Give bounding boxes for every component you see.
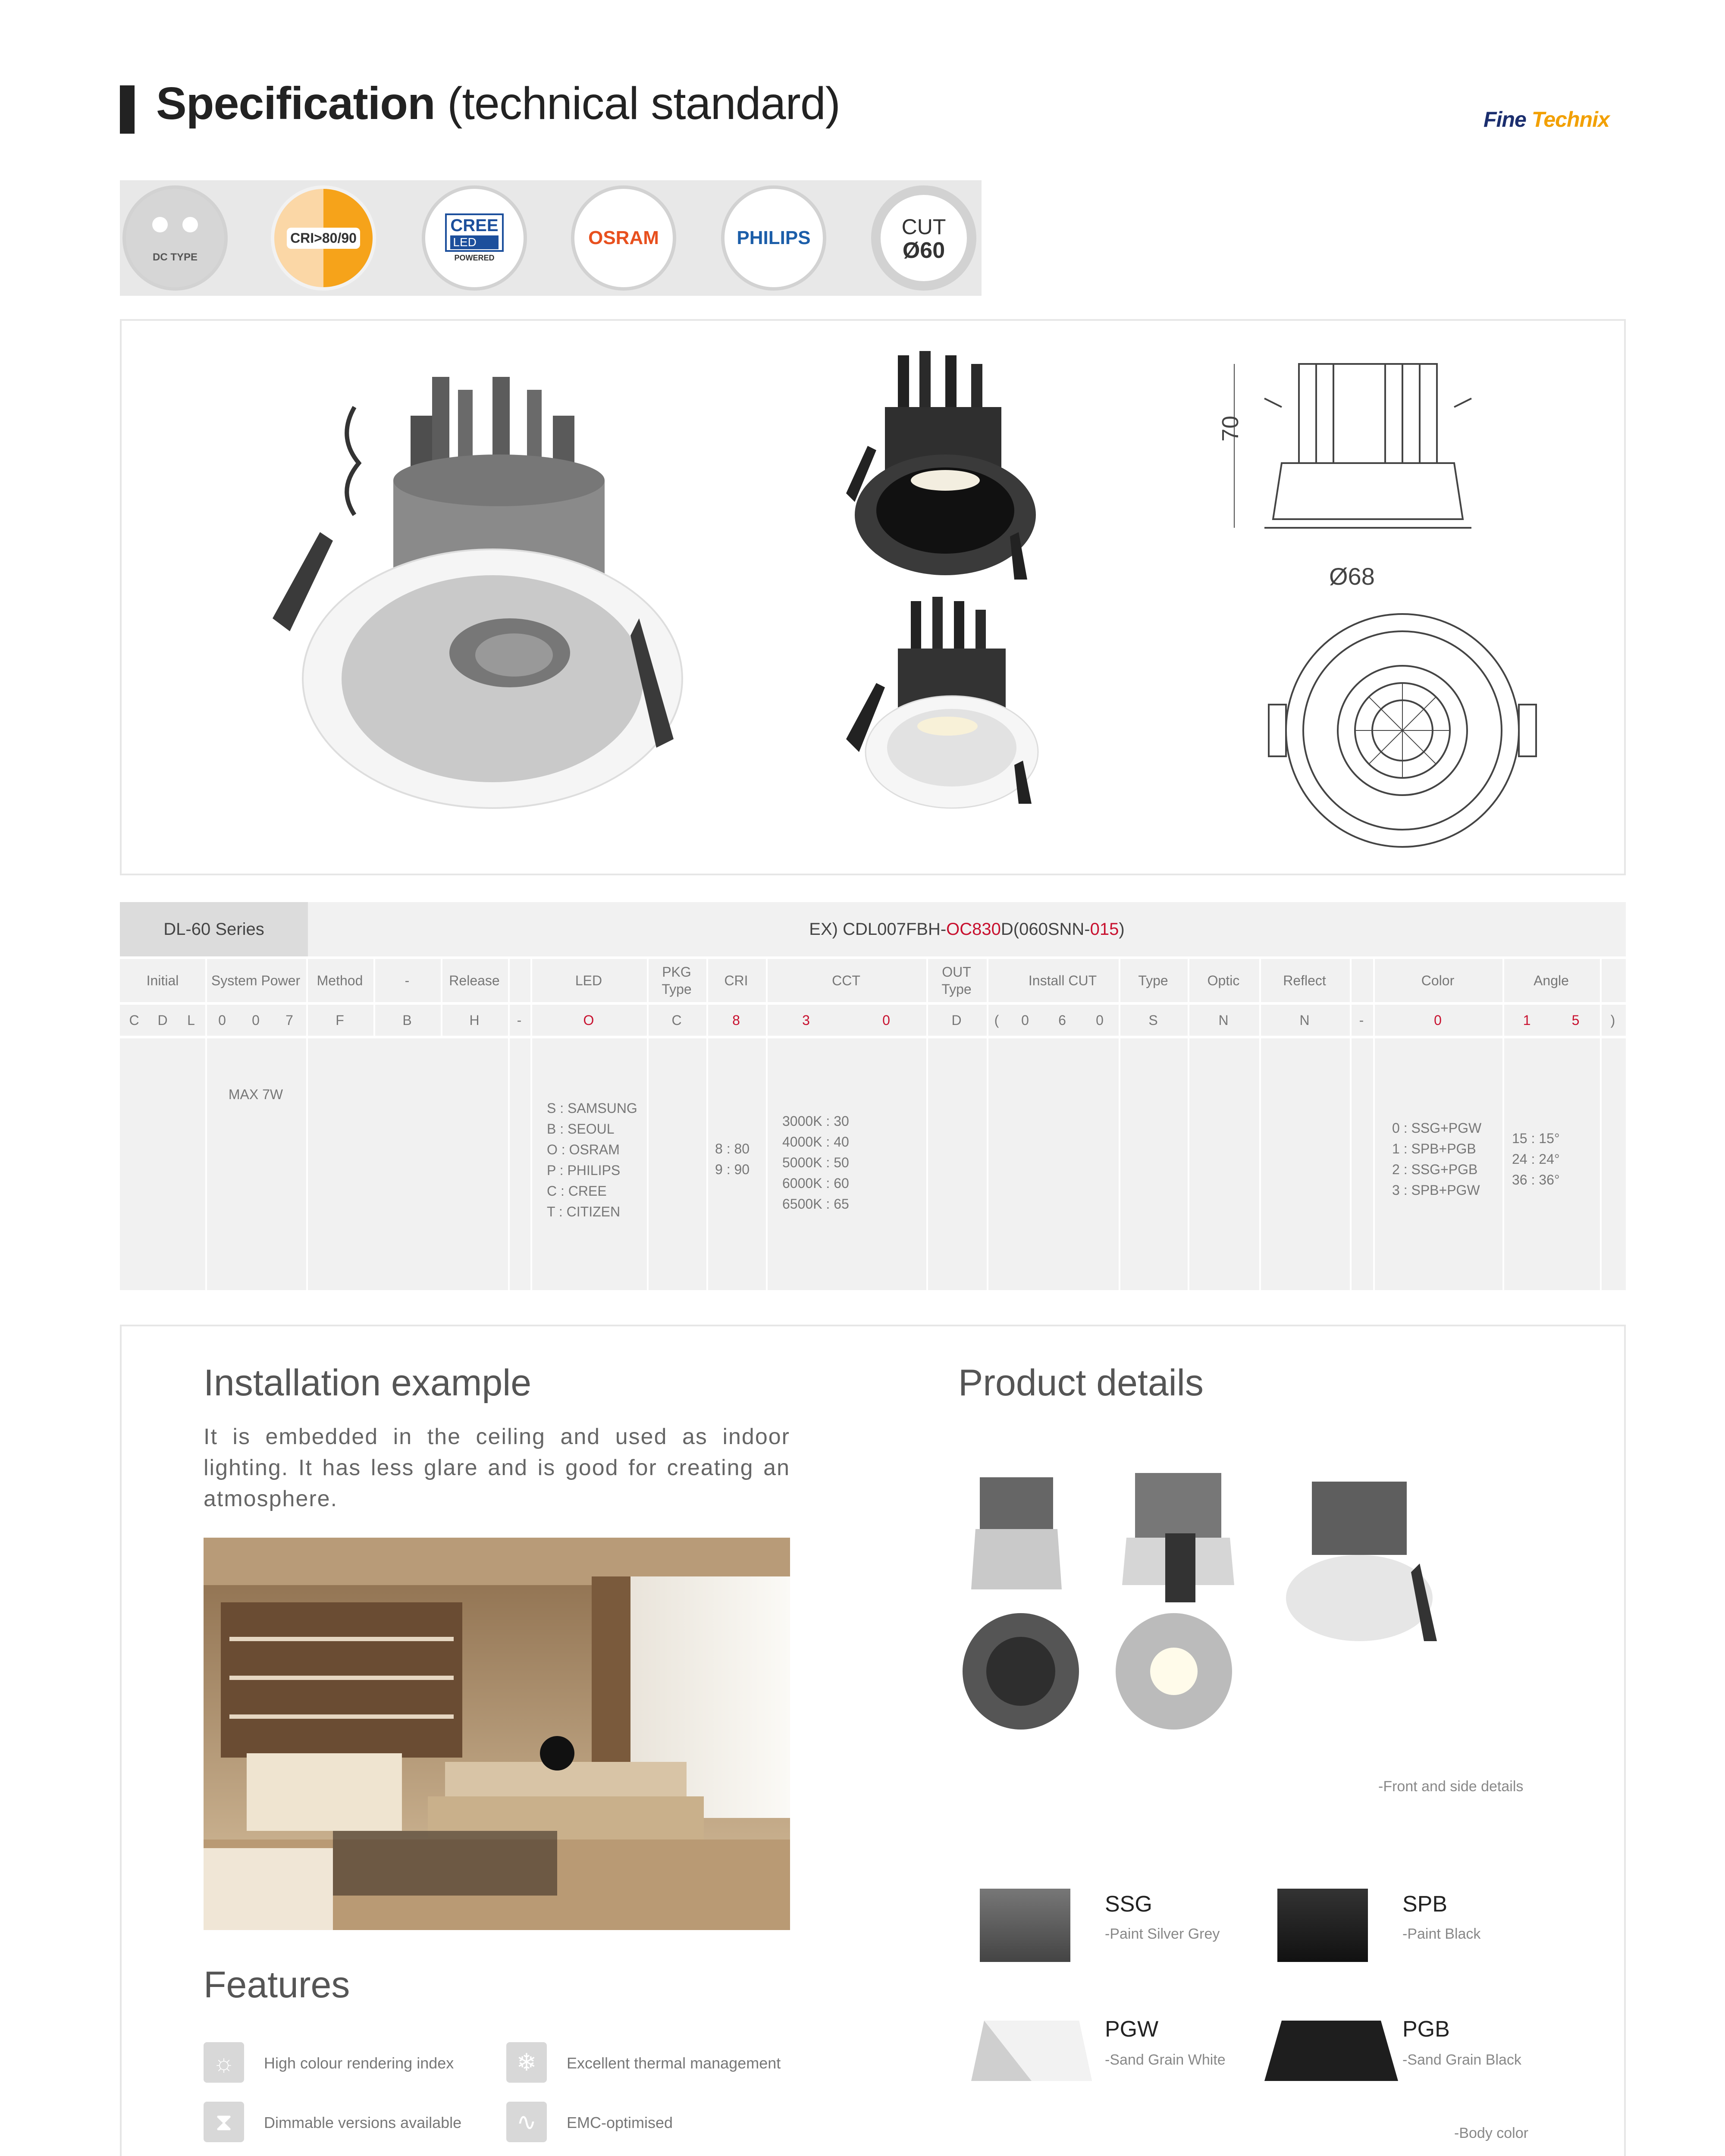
col-system-power: System Power (211, 973, 301, 988)
code-char-cri: 8 (732, 1012, 740, 1028)
code-char: 0 (1021, 1012, 1029, 1028)
code-char: 0 (218, 1012, 226, 1028)
pgw-swatch (967, 2016, 1096, 2085)
title-accent-bar (120, 85, 135, 134)
example-code: EX) CDL007FBH- OC830 D(060SNN- 015 ) (809, 920, 1125, 939)
ssg-swatch (980, 1889, 1070, 1962)
code-char: 0 (252, 1012, 260, 1028)
dimension-diameter: Ø68 (1329, 563, 1375, 590)
dc-type-badge: DC TYPE (122, 185, 228, 291)
code-char: D (157, 1012, 168, 1028)
osram-badge: OSRAM (571, 185, 676, 291)
angle-options: 15 : 15° 24 : 24° 36 : 36° (1512, 1131, 1560, 1188)
cct-options: 3000K : 30 4000K : 40 5000K : 50 6000K : 60 6500K : 65 (782, 1113, 849, 1212)
col-angle: Angle (1534, 973, 1569, 988)
spb-swatch (1277, 1889, 1368, 1962)
code-char: C (671, 1012, 682, 1028)
code-char-led: O (583, 1012, 594, 1028)
feature-label: High colour rendering index (264, 2054, 454, 2072)
code-char: D (951, 1012, 962, 1028)
code-char: 0 (1096, 1012, 1104, 1028)
code-char: C (129, 1012, 139, 1028)
col-dash: - (405, 973, 410, 988)
col-install-cut: Install CUT (1028, 973, 1097, 988)
code-char-cct: 0 (882, 1012, 890, 1028)
body-color-note: -Body color (1454, 2125, 1528, 2141)
feature-label: EMC-optimised (567, 2114, 673, 2131)
led-options: S : SAMSUNG B : SEOUL O : OSRAM P : PHILIPS C : CREE T : CITIZEN (547, 1100, 637, 1219)
code-char-cct: 3 (802, 1012, 810, 1028)
swatch-desc: -Sand Grain White (1105, 2052, 1226, 2068)
feature-label: Excellent thermal management (567, 2054, 781, 2072)
col-reflect: Reflect (1283, 973, 1326, 988)
col-cct: CCT (832, 973, 860, 988)
code-char: B (402, 1012, 412, 1028)
downlight-black-image (837, 351, 1062, 592)
swatch-code: SSG (1105, 1892, 1152, 1917)
certification-badges (120, 180, 982, 296)
downlight-silver-image (837, 597, 1062, 821)
pgb-swatch (1260, 2016, 1402, 2085)
cut-badge: CUT Ø60 (871, 185, 976, 291)
code-char-angle: 5 (1571, 1012, 1580, 1028)
swatch-desc: -Sand Grain Black (1402, 2052, 1521, 2068)
col-release: Release (449, 973, 500, 988)
bulb-icon: ☼ (204, 2042, 244, 2083)
installation-title: Installation example (204, 1362, 532, 1404)
product-details-title: Product details (958, 1362, 1204, 1404)
code-char: F (336, 1012, 344, 1028)
waveform-icon: ∿ (506, 2102, 547, 2142)
technical-drawing-top (1251, 610, 1553, 851)
col-optic: Optic (1207, 973, 1240, 988)
code-char: ) (1610, 1012, 1615, 1028)
details-panel (120, 1325, 1626, 2156)
feature-label: Dimmable versions available (264, 2114, 462, 2131)
swatch-desc: -Paint Black (1402, 1926, 1481, 1942)
spec-table (120, 902, 1626, 1290)
code-char: ( (994, 1012, 999, 1028)
dimension-height: 70 (1217, 415, 1243, 442)
series-label: DL-60 Series (163, 920, 264, 939)
product-detail-images (954, 1469, 1592, 1796)
cri-options: 8 : 80 9 : 90 (715, 1141, 750, 1177)
technical-drawing-side (1204, 355, 1592, 605)
downlight-white-image (251, 351, 825, 868)
power-detail: MAX 7W (228, 1087, 283, 1102)
col-pkg-type: PKG Type (662, 964, 692, 997)
color-options: 0 : SSG+PGW 1 : SPB+PGB 2 : SSG+PGB 3 : SPB+PGW (1392, 1120, 1482, 1198)
swatch-code: PGB (1402, 2017, 1450, 2042)
room-photo (204, 1538, 790, 1930)
cri-badge: CRI>80/90 (271, 185, 376, 291)
brand-logo: Fine Technix (1484, 107, 1609, 132)
col-led: LED (575, 973, 602, 988)
code-char-color: 0 (1434, 1012, 1442, 1028)
col-cri: CRI (724, 973, 748, 988)
col-type: Type (1138, 973, 1168, 988)
code-char: H (469, 1012, 480, 1028)
col-out-type: OUT Type (941, 964, 972, 997)
code-char: - (517, 1012, 522, 1028)
thermometer-icon: ❄ (506, 2042, 547, 2083)
installation-text: It is embedded in the ceiling and used as indoor lighting. It has less glare and is good for creating an atmosphere. (204, 1424, 790, 1511)
col-color: Color (1421, 973, 1455, 988)
code-char: N (1218, 1012, 1229, 1028)
code-char: 7 (285, 1012, 293, 1028)
code-char-angle: 1 (1523, 1012, 1531, 1028)
philips-badge: PHILIPS (721, 185, 826, 291)
code-char: - (1359, 1012, 1364, 1028)
swatch-desc: -Paint Silver Grey (1105, 1926, 1220, 1942)
page-title: Specification (technical standard) (156, 78, 841, 129)
code-char: 6 (1058, 1012, 1066, 1028)
front-side-note: -Front and side details (1378, 1778, 1524, 1795)
swatch-code: SPB (1402, 1892, 1448, 1917)
swatch-code: PGW (1105, 2017, 1159, 2042)
cree-badge: CREE LED POWERED (422, 185, 527, 291)
code-char: L (187, 1012, 195, 1028)
features-title: Features (204, 1964, 350, 2006)
col-initial: Initial (146, 973, 179, 988)
code-char: S (1148, 1012, 1158, 1028)
col-method: Method (317, 973, 363, 988)
hourglass-icon: ⧗ (204, 2102, 244, 2142)
code-char: N (1299, 1012, 1310, 1028)
product-overview-panel (120, 319, 1626, 875)
